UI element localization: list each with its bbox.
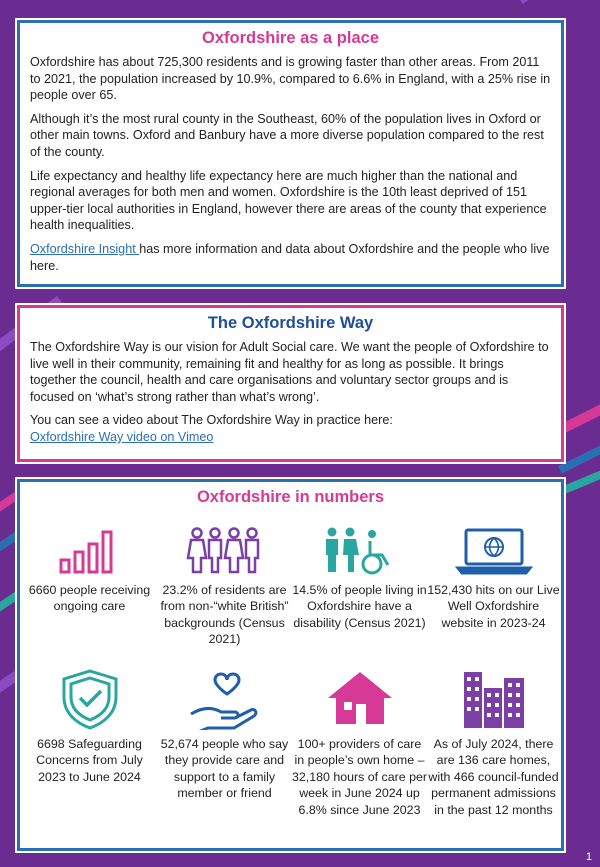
stat-carers	[157, 668, 292, 802]
place-paragraph-4-text: has more information and data about Oxfordshire and the people who live here.	[30, 241, 550, 273]
stat-text: 23.2% of residents are from non-“white British” backgrounds (Census 2021)	[160, 583, 289, 647]
stat-disability	[292, 526, 427, 631]
stat-text: As of July 2024, there are 136 care homes, with 466 council-funded permanent admissions in the past 12 months	[428, 737, 559, 817]
oxfordshire-way-panel	[17, 305, 564, 462]
disability-icon	[320, 526, 400, 576]
oxfordshire-place-panel	[17, 20, 564, 287]
place-paragraph-4	[30, 241, 551, 274]
buildings-icon	[454, 668, 534, 730]
oxfordshire-insight-link[interactable]: Oxfordshire Insight	[30, 241, 140, 256]
page-number: 1	[585, 851, 592, 863]
place-paragraph-3: Life expectancy and healthy life expectancy here are much higher than the national and regional averages for both men and women. Oxfordshire is the 10th least deprived of 151 upper-tier local authorities in England, however there are areas of the county that experience health inequalities.	[30, 168, 547, 233]
numbers-title: Oxfordshire in numbers	[196, 488, 385, 506]
house-icon	[320, 668, 400, 730]
shield-check-icon	[55, 668, 125, 730]
place-title: Oxfordshire as a place	[202, 29, 379, 47]
stat-website-hits	[426, 526, 561, 631]
stat-text: 14.5% of people living in Oxfordshire have a disability (Census 2021)	[292, 583, 427, 630]
vimeo-video-link[interactable]: Oxfordshire Way video on Vimeo	[30, 429, 214, 444]
way-title: The Oxfordshire Way	[207, 314, 374, 332]
way-paragraph-2-text: You can see a video about The Oxfordshire Way in practice here:	[30, 413, 393, 428]
stat-ongoing-care	[22, 526, 157, 615]
place-paragraph-2: Although it’s the most rural county in the Southeast, 60% of the population lives in Oxford or other main towns. Oxford and Banbury have a more diverse population compared to the rest of the county.	[30, 111, 544, 159]
bar-chart-icon	[55, 526, 125, 576]
place-paragraph-1: Oxfordshire has about 725,300 residents and is growing faster than other areas. From 2011 to 2021, the population increased by 10.9%, compared to 6.6% in England, with a 25% rise in people over 65.	[30, 55, 551, 103]
stat-ethnicity	[157, 526, 292, 648]
people-group-icon	[185, 526, 265, 576]
stat-homecare	[292, 668, 427, 818]
way-paragraph-1: The Oxfordshire Way is our vision for Adult Social care. We want the people of Oxfordshire to live well in their community, remaining fit and healthy for as long as possible. It brings together the council, health and care organisations and voluntary sector groups and is focused on ‘what’s strong rather than what’s wrong’.	[30, 340, 549, 404]
laptop-globe-icon	[454, 526, 534, 576]
stat-care-homes	[426, 668, 561, 818]
stat-text: 100+ providers of care in people’s own home – 32,180 hours of care per week in June 2024 up 6.8% since June 2023	[292, 737, 428, 817]
stat-text: 52,674 people who say they provide care and support to a family member or friend	[160, 737, 289, 801]
stat-text: 152,430 hits on our Live Well Oxfordshire website in 2023-24	[427, 583, 560, 630]
oxfordshire-numbers-panel	[17, 479, 564, 851]
stat-text: 6698 Safeguarding Concerns from July 2023 to June 2024	[36, 737, 143, 784]
stat-safeguarding	[22, 668, 157, 785]
way-paragraph-2	[30, 412, 551, 445]
hand-heart-icon	[185, 668, 265, 730]
stat-text: 6660 people receiving ongoing care	[28, 583, 151, 614]
